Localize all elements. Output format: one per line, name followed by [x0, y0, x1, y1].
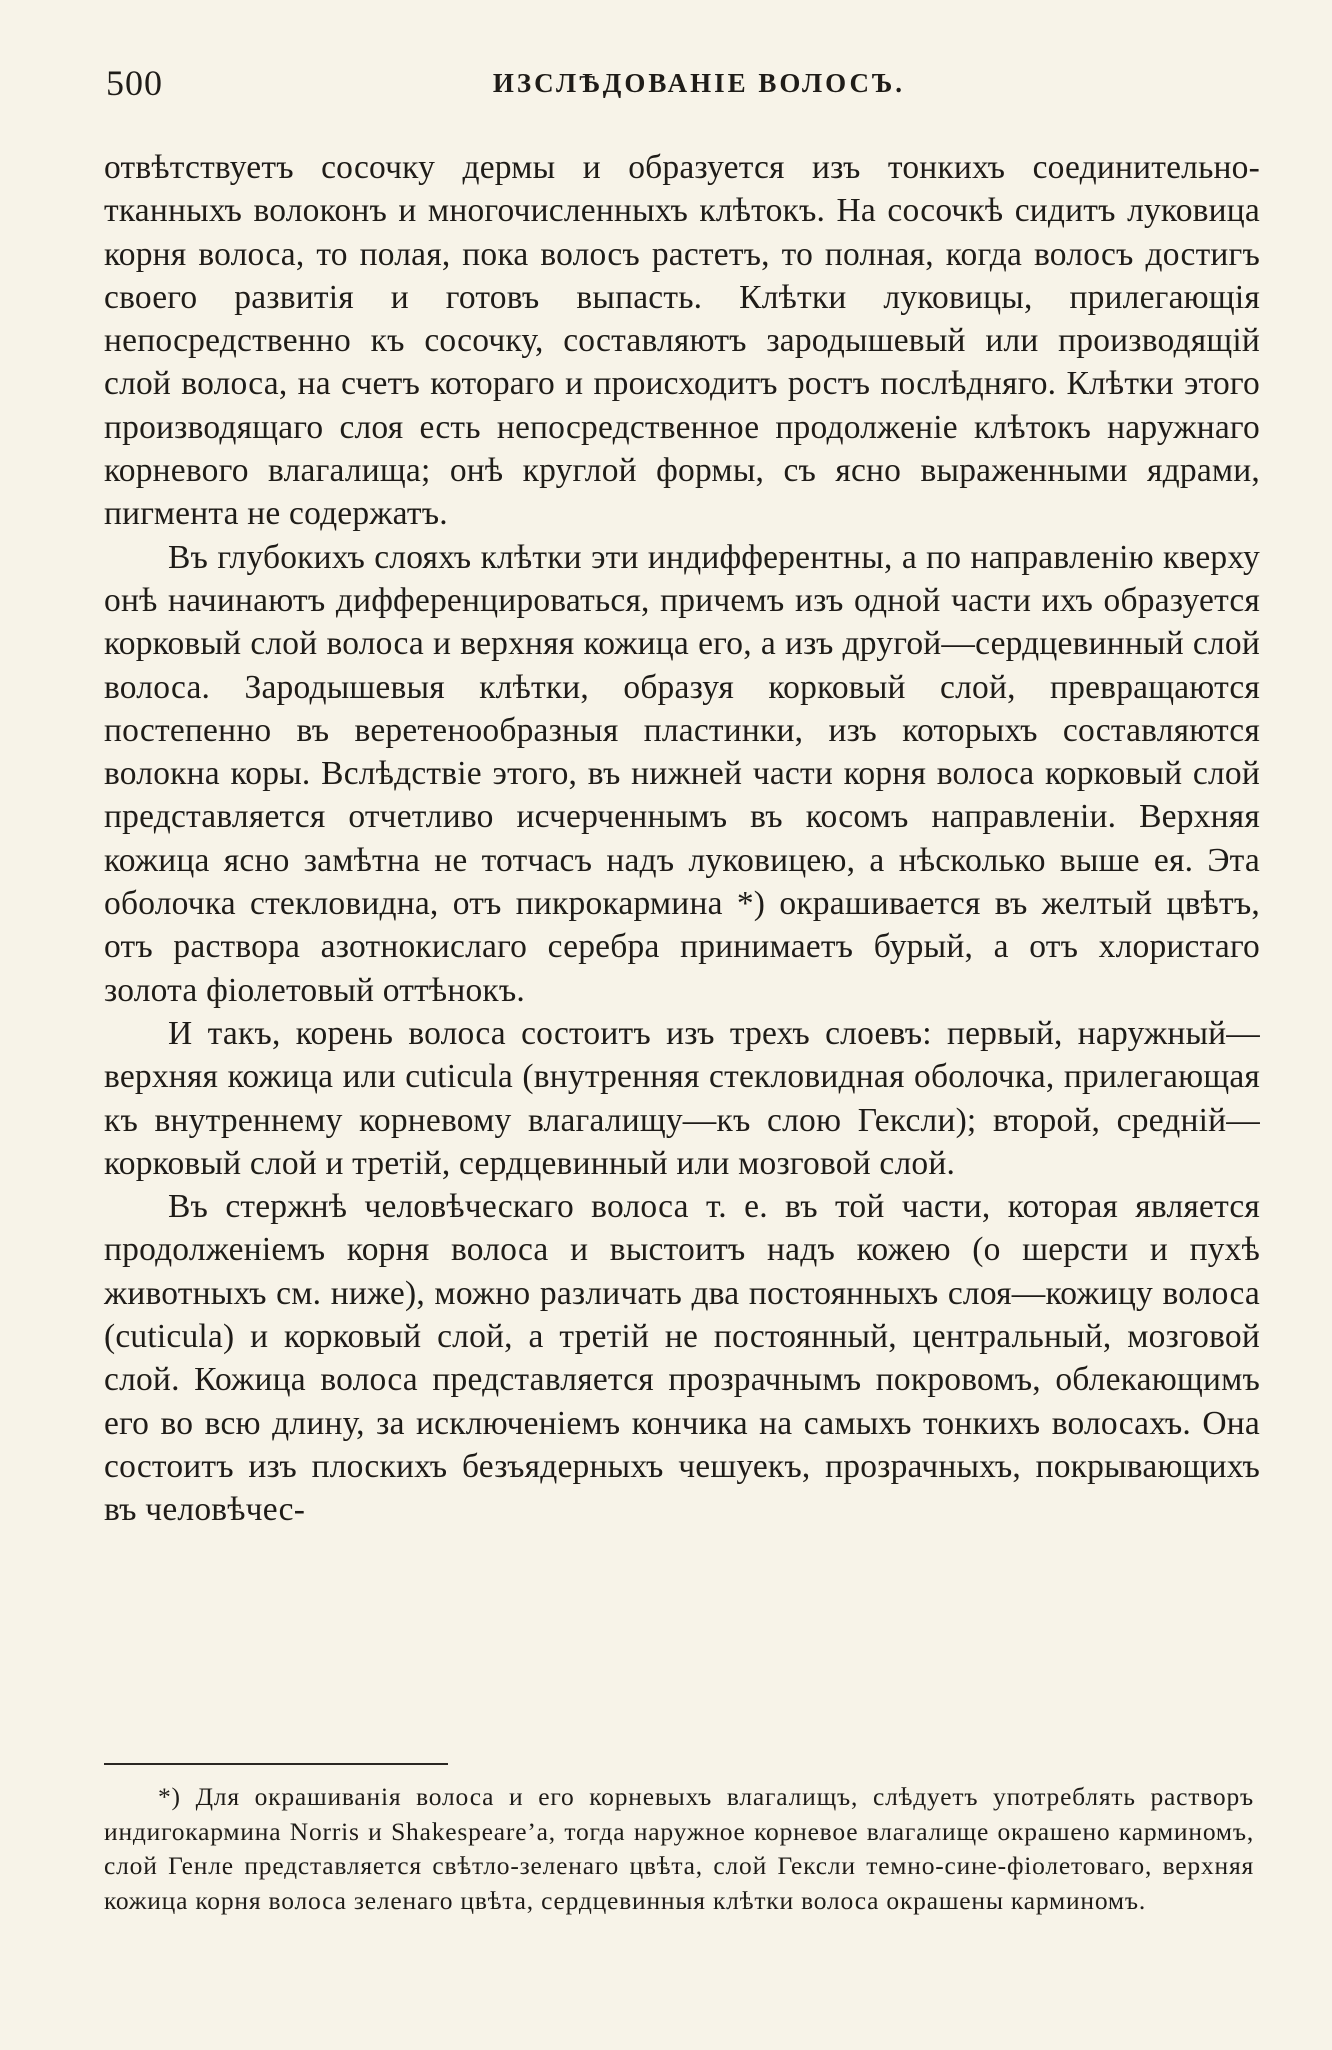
footnote-text: *) Для окрашиванія волоса и его корневыхъ влагалищъ, слѣдуетъ употреблять растворъ индигокармина Norris и Shakespeare’a, тогда наружное корневое влагалище окрашено карминомъ, слой Генле представляется свѣтло-зеленаго цвѣта, слой Гексли темно-сине-фіолетоваго, верхняя кожица корня волоса зеленаго цвѣта, сердцевинныя клѣтки волоса окрашены карминомъ. [104, 1782, 1254, 1915]
footnote [104, 1780, 1254, 1918]
page-number: 500 [106, 63, 163, 103]
footnote-divider [104, 1763, 448, 1765]
paragraph-2: Въ глубокихъ слояхъ клѣтки эти индифферентны, а по направленію кверху онѣ начинаютъ дифференцироваться, причемъ изъ одной части ихъ образуется корковый слой волоса и верхняя кожица его, а изъ другой—сердцевинный слой волоса. Зародышевыя клѣтки, образуя корковый слой, превращаются постепенно въ веретенообразныя пластинки, изъ которыхъ составляются волокна коры. Вслѣдствіе этого, въ нижней части корня волоса корковый слой представляется отчетливо исчерченнымъ въ косомъ направленіи. Верхняя кожица ясно замѣтна не тотчасъ надъ луковицею, а нѣсколько выше ея. Эта оболочка стекловидна, отъ пикрокармина *) окрашивается въ желтый цвѣтъ, отъ раствора азотнокислаго серебра принимаетъ бурый, а отъ хлористаго золота фіолетовый оттѣнокъ. [104, 538, 1260, 1009]
main-text [104, 146, 1260, 1532]
paragraph-1: отвѣтствуетъ сосочку дермы и образуется изъ тонкихъ соединительно-тканныхъ волоконъ и многочисленныхъ клѣтокъ. На сосочкѣ сидитъ луковица корня волоса, то полая, пока волосъ растетъ, то полная, когда волосъ достигъ своего развитія и готовъ выпасть. Клѣтки луковицы, прилегающія непосредственно къ сосочку, составляютъ зародышевый или производящій слой волоса, на счетъ котораго и происходитъ ростъ послѣдняго. Клѣтки этого производящаго слоя есть непосредственное продолженіе клѣтокъ наружнаго корневого влагалища; онѣ круглой формы, съ ясно выраженными ядрами, пигмента не содержатъ. [104, 149, 1260, 533]
running-title: ИЗСЛѢДОВАНІЕ ВОЛОСЪ. [492, 68, 906, 98]
paragraph-4: Въ стержнѣ человѣческаго волоса т. е. въ той части, которая является продолженіемъ корня волоса и выстоитъ надъ кожею (о шерсти и пухѣ животныхъ см. ниже), можно различать два постоянныхъ слоя—кожицу волоса (cuticula) и корковый слой, а третій не постоянный, центральный, мозговой слой. Кожица волоса представляется прозрачнымъ покровомъ, облекающимъ его во всю длину, за исключеніемъ кончика на самыхъ тонкихъ волосахъ. Она состоитъ изъ плоскихъ безъядерныхъ чешуекъ, прозрачныхъ, покрывающихъ въ человѣчес- [104, 1188, 1260, 1529]
page-header [106, 62, 1252, 106]
paragraph-3: И такъ, корень волоса состоитъ изъ трехъ слоевъ: первый, наружный—верхняя кожица или cuticula (внутренняя стекловидная оболочка, прилегающая къ внутреннему корневому влагалищу—къ слою Гексли); второй, средній—корковый слой и третій, сердцевинный или мозговой слой. [104, 1014, 1260, 1182]
